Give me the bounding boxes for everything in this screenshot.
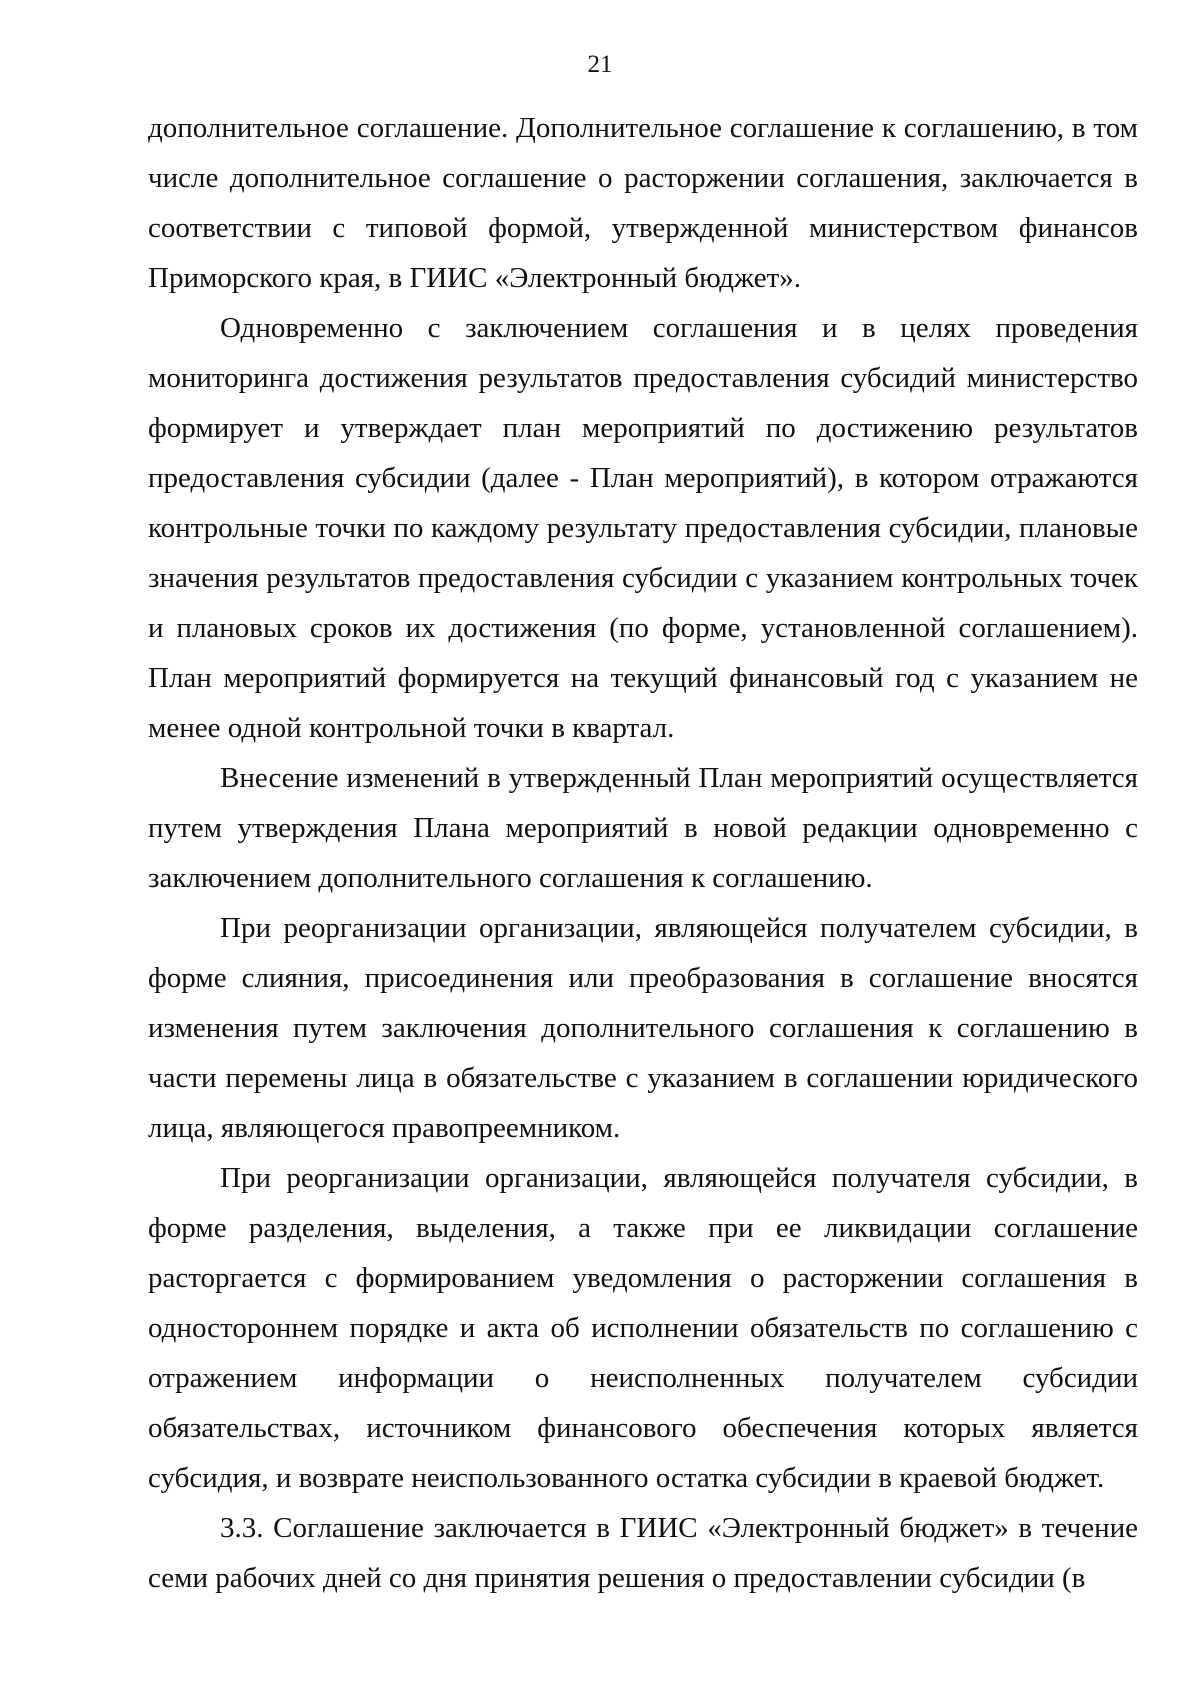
paragraph-continuation: дополнительное соглашение. Дополнительное соглашение к соглашению, в том числе дополнительное соглашение о расторжении соглашения, заключается в соответствии с типовой формой, утвержденной министерством финансов Приморского края, в ГИИС «Электронный бюджет». [148, 112, 1138, 294]
paragraph-monitoring-plan: Одновременно с заключением соглашения и в целях проведения мониторинга достижения результатов предоставления субсидий министерство формирует и утверждает план мероприятий по достижению результатов предоставления субсидии (далее - План мероприятий), в котором отражаются контрольные точки по каждому результату предоставления субсидии, плановые значения результатов предоставления субсидии с указанием контрольных точек и плановых сроков их достижения (по форме, установленной соглашением). План мероприятий формируется на текущий финансовый год с указанием не менее одной контрольной точки в квартал. [148, 312, 1138, 744]
page-number: 21 [587, 51, 613, 78]
paragraph-section-3-3: 3.3. Соглашение заключается в ГИИС «Электронный бюджет» в течение семи рабочих дней со дня принятия решения о предоставлении субсидии (в [148, 1512, 1138, 1594]
document-body [148, 103, 1138, 1603]
paragraph-reorganization-merger: При реорганизации организации, являющейся получателем субсидии, в форме слияния, присоединения или преобразования в соглашение вносятся изменения путем заключения дополнительного соглашения к соглашению в части перемены лица в обязательстве с указанием в соглашении юридического лица, являющегося правопреемником. [148, 912, 1138, 1144]
paragraph-plan-changes: Внесение изменений в утвержденный План мероприятий осуществляется путем утверждения Плана мероприятий в новой редакции одновременно с заключением дополнительного соглашения к соглашению. [148, 762, 1138, 894]
paragraph-reorganization-division: При реорганизации организации, являющейся получателя субсидии, в форме разделения, выделения, а также при ее ликвидации соглашение расторгается с формированием уведомления о расторжении соглашения в одностороннем порядке и акта об исполнении обязательств по соглашению с отражением информации о неисполненных получателем субсидии обязательствах, источником финансового обеспечения которых является субсидия, и возврате неиспользованного остатка субсидии в краевой бюджет. [148, 1162, 1138, 1494]
